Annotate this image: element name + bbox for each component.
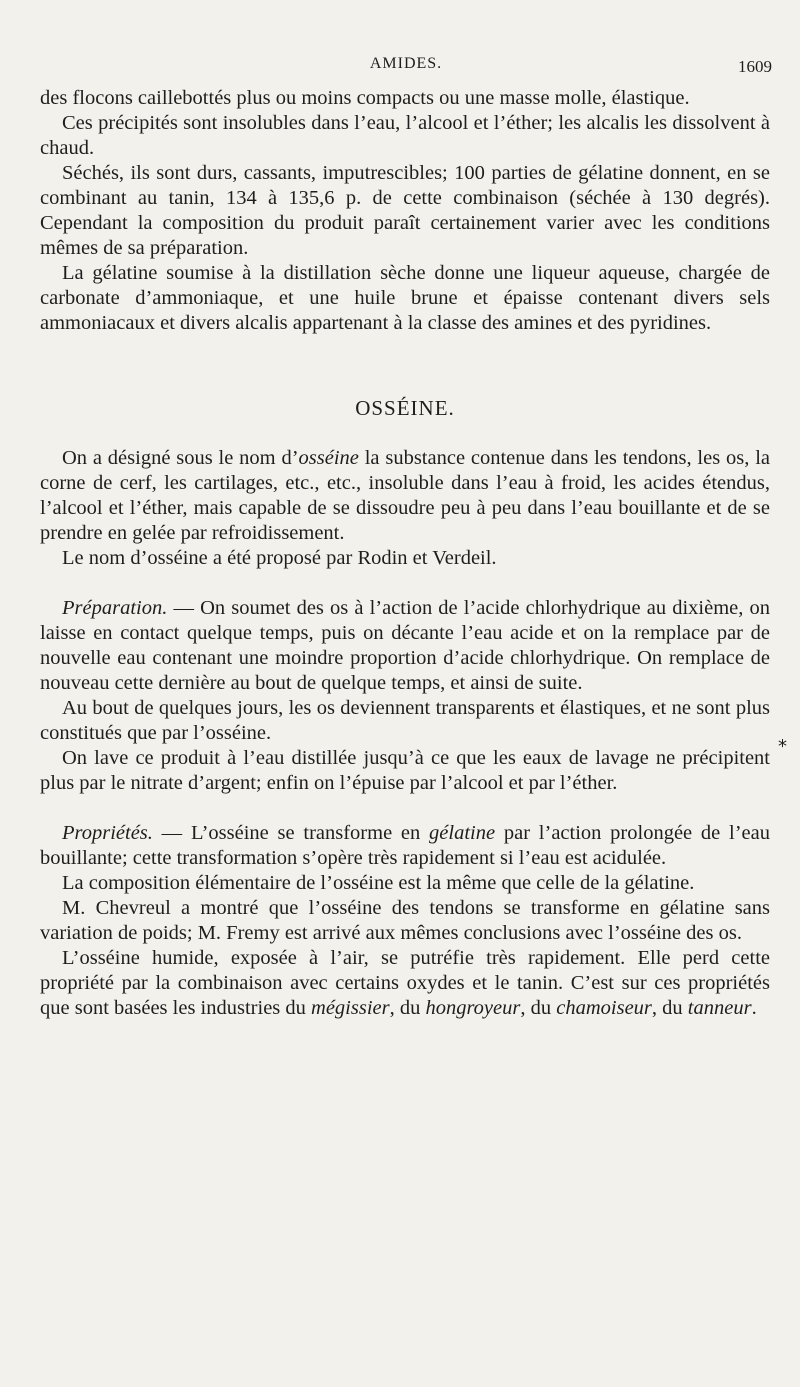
paragraph: Le nom d’osséine a été proposé par Rodin et Verdeil. — [62, 547, 497, 569]
running-head-title: AMIDES. — [369, 55, 443, 72]
paragraph — [40, 446, 770, 546]
text-run: On a désigné sous le nom d’ — [62, 447, 299, 469]
paragraph — [40, 596, 770, 696]
text-run: — L’osséine se transforme en — [152, 822, 430, 844]
text-run: — On soumet des os à l’action de l’acide chlorhydrique au dixième, on laisse en contact quelque temps, puis on décante l’eau acide et on la remplace par de nouvelle eau contenant une moindre proportion d’acide chlorhydrique. On remplace de nouveau cette dernière au bout de quelque temps, et ainsi de suite. — [40, 597, 770, 694]
running-head — [40, 55, 772, 79]
paragraph: Séchés, ils sont durs, cassants, imputrescibles; 100 parties de gélatine donnent, en se combinant au tanin, 134 à 135,6 p. de cette combinaison (séchée à 130 degrés). Cependant la composition du produit paraît certainement varier avec les conditions mêmes de sa préparation. — [40, 162, 770, 259]
italic-term: tanneur — [687, 997, 752, 1019]
section-title: OSSÉINE. — [355, 396, 455, 420]
paragraph — [40, 946, 770, 1021]
text-run: , du — [520, 997, 557, 1019]
italic-term: chamoiseur — [556, 997, 652, 1019]
text-run: . — [751, 997, 757, 1019]
body-text — [40, 86, 770, 1021]
subsection-heading: Propriétés. — [62, 822, 153, 844]
italic-term: gélatine — [429, 822, 496, 844]
paragraph: Au bout de quelques jours, les os deviennent transparents et élastiques, et ne sont plus constitués que par l’osséine. — [40, 697, 770, 744]
italic-term: hongroyeur — [425, 997, 521, 1019]
text-run: , du — [651, 997, 688, 1019]
paragraph — [40, 821, 770, 871]
text-run: par l’action prolongée de l’eau bouillante; cette transformation s’opère très rapidement si l’eau est acidulée. — [40, 822, 770, 869]
text-run: , du — [389, 997, 426, 1019]
paragraph: On lave ce produit à l’eau distillée jusqu’à ce que les eaux de lavage ne précipitent plus par le nitrate d’argent; enfin on l’épuise par l’alcool et par l’éther. — [40, 747, 770, 794]
subsection-heading: Préparation. — [62, 597, 168, 619]
paragraph: des flocons caillebottés plus ou moins compacts ou une masse molle, élastique. — [40, 87, 690, 109]
margin-asterisk: * — [778, 736, 787, 757]
paragraph: M. Chevreul a montré que l’osséine des tendons se transforme en gélatine sans variation de poids; M. Fremy est arrivé aux mêmes conclusions avec l’osséine des os. — [40, 897, 770, 944]
paragraph: La composition élémentaire de l’osséine est la même que celle de la gélatine. — [62, 872, 695, 894]
paragraph: Ces précipités sont insolubles dans l’eau, l’alcool et l’éther; les alcalis les dissolvent à chaud. — [40, 112, 770, 159]
italic-term: mégissier — [311, 997, 390, 1019]
italic-term: osséine — [298, 447, 359, 469]
paragraph: La gélatine soumise à la distillation sèche donne une liqueur aqueuse, chargée de carbonate d’ammoniaque, et une huile brune et épaisse contenant divers sels ammoniacaux et divers alcalis appartenant à la classe des amines et des pyridines. — [40, 262, 770, 334]
text-run: L’osséine humide, exposée à l’air, se putréfie très rapidement. Elle perd cette propriété par la combinaison avec certains oxydes et le tanin. C’est sur ces propriétés que sont basées les industries du — [40, 947, 770, 1019]
text-run: la substance contenue dans les tendons, les os, la corne de cerf, les cartilages, etc., etc., insoluble dans l’eau à froid, les acides étendus, l’alcool et l’éther, mais capable de se dissoudre peu à peu dans l’eau bouillante et de se prendre en gelée par refroidissement. — [40, 447, 771, 544]
page-number: 1609 — [738, 57, 772, 76]
